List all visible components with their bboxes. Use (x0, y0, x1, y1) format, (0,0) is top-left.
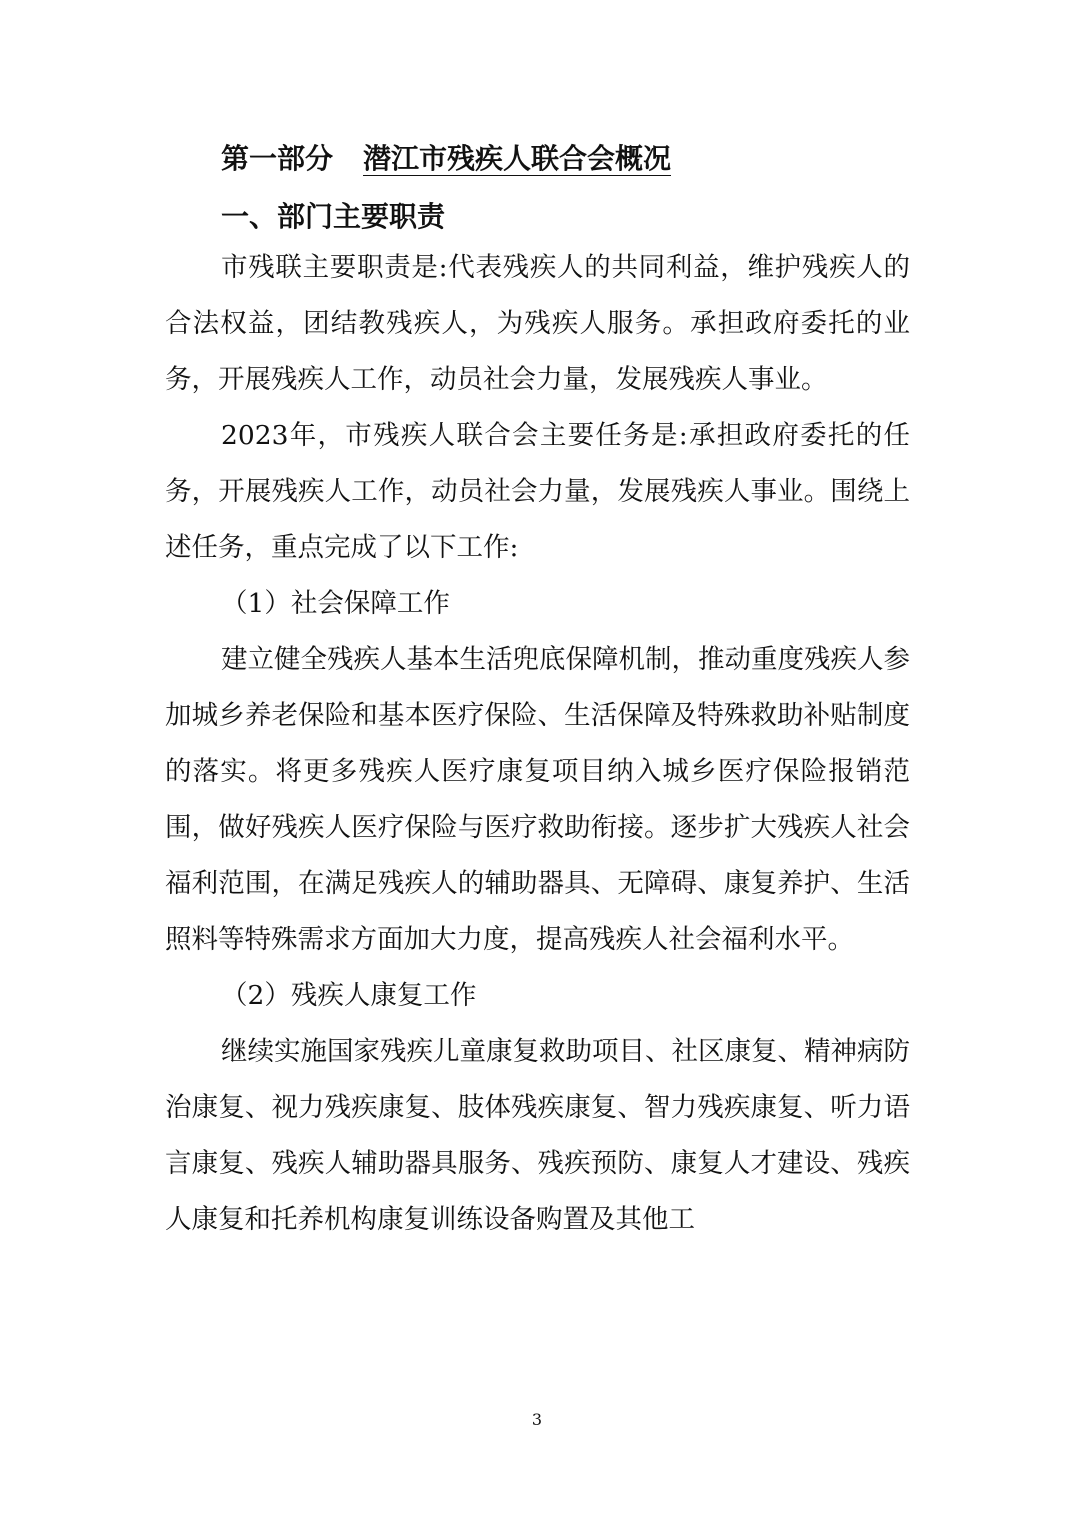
subheading-rehabilitation: （2）残疾人康复工作 (221, 980, 477, 1011)
part-heading (165, 136, 910, 182)
subheading-social-security: （1）社会保障工作 (221, 588, 450, 619)
paragraph-social-security: 建立健全残疾人基本生活兜底保障机制，推动重度残疾人参加城乡养老保险和基本医疗保险、生活保障及特殊救助补贴制度的落实。将更多残疾人医疗康复项目纳入城乡医疗保险报销范围，做好残疾人医疗保险与医疗救助衔接。逐步扩大残疾人社会福利范围，在满足残疾人的辅助器具、无障碍、康复养护、生活照料等特殊需求方面加大力度，提高残疾人社会福利水平。 (165, 644, 910, 955)
page-number: 3 (531, 1410, 543, 1429)
paragraph-tasks-2023: 2023年，市残疾人联合会主要任务是:承担政府委托的任务，开展残疾人工作，动员社会力量，发展残疾人事业。围绕上述任务，重点完成了以下工作: (165, 420, 910, 563)
paragraph-duties: 市残联主要职责是:代表残疾人的共同利益，维护残疾人的合法权益，团结教残疾人，为残疾人服务。承担政府委托的业务，开展残疾人工作，动员社会力量，发展残疾人事业。 (165, 252, 910, 395)
paragraph-rehabilitation: 继续实施国家残疾儿童康复救助项目、社区康复、精神病防治康复、视力残疾康复、肢体残疾康复、智力残疾康复、听力语言康复、残疾人辅助器具服务、残疾预防、康复人才建设、残疾人康复和托养机构康复训练设备购置及其他工 (165, 1036, 910, 1235)
part-label: 第一部分 (221, 142, 334, 175)
document-body (165, 136, 910, 1248)
section-title: 一、部门主要职责 (221, 200, 446, 233)
part-title: 潜江市残疾人联合会概况 (363, 142, 672, 175)
